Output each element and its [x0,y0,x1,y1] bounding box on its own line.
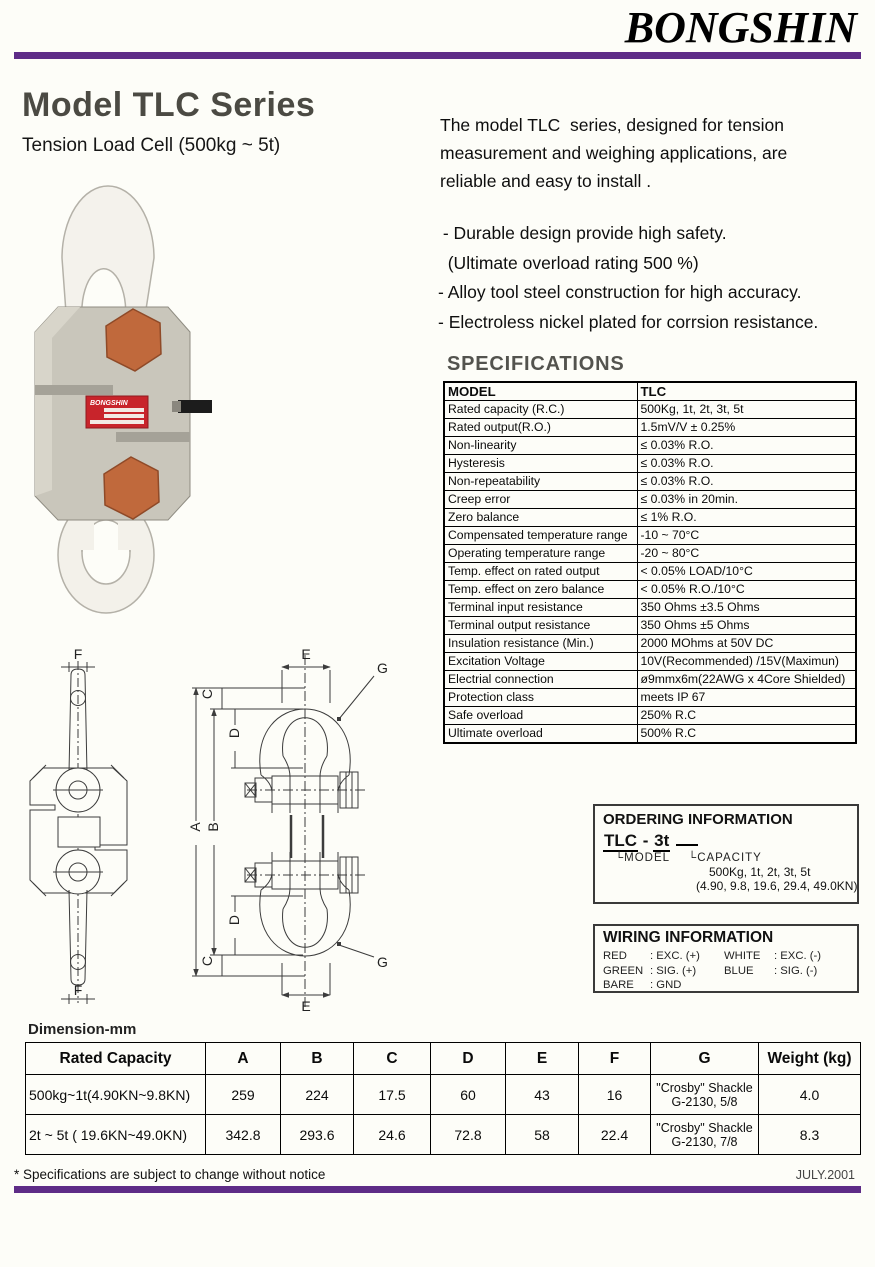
footer-date: JULY.2001 [795,1168,855,1182]
dim-shackle-line2: G-2130, 7/8 [671,1134,738,1149]
spec-value: < 0.05% LOAD/10°C [637,563,856,581]
ordering-code-capacity: 3t [654,831,670,850]
page-title: Model TLC Series [22,86,316,124]
wiring-information-box [593,924,859,993]
spec-row [444,527,856,545]
footer-note: * Specifications are subject to change without notice [14,1167,326,1182]
dim-e: 58 [506,1115,579,1155]
dim-shackle [651,1115,759,1155]
ordering-capacity-label: └CAPACITY [688,852,762,864]
side-view-drawing [30,646,127,1004]
dim-header: Rated Capacity [26,1043,206,1075]
spec-label: Operating temperature range [444,545,637,563]
spec-row [444,725,856,744]
dim-header: B [281,1043,354,1075]
spec-value: 350 Ohms ±5 Ohms [637,617,856,635]
spec-value: 2000 MOhms at 50V DC [637,635,856,653]
spec-label: Temp. effect on rated output [444,563,637,581]
spec-label: Terminal output resistance [444,617,637,635]
dim-a: 342.8 [206,1115,281,1155]
dim-label-f-bottom: F [73,982,83,998]
spec-value: ø9mmx6m(22AWG x 4Core Shielded) [637,671,856,689]
spec-label: Rated capacity (R.C.) [444,401,637,419]
ordering-capacity-values: 500Kg, 1t, 2t, 3t, 5t [709,865,811,879]
ordering-branches [603,852,849,864]
spec-row [444,599,856,617]
spec-label: Terminal input resistance [444,599,637,617]
spec-label: Non-linearity [444,437,637,455]
spec-row [444,635,856,653]
ordering-code [603,831,849,851]
dim-capacity: 500kg~1t(4.90KN~9.8KN) [26,1075,206,1115]
spec-row [444,382,856,401]
spec-label: Electrial connection [444,671,637,689]
spec-value: ≤ 0.03% R.O. [637,473,856,491]
spec-row [444,653,856,671]
ordering-code-model: TLC [604,831,638,850]
spec-row [444,545,856,563]
spec-row [444,491,856,509]
dim-label-g-top: G [377,660,388,676]
feature-item: (Ultimate overload rating 500 %) [438,252,699,273]
ordering-code-blank [676,831,698,846]
dim-label-e-top: E [301,646,311,662]
dim-shackle-line2: G-2130, 5/8 [671,1094,738,1109]
dim-label-f-top: F [73,646,83,662]
spec-value: -10 ~ 70°C [637,527,856,545]
wire-color: GREEN [603,964,644,977]
spec-label: Compensated temperature range [444,527,637,545]
spec-row [444,509,856,527]
dim-shackle-line1: "Crosby" Shackle [656,1080,753,1095]
dim-header: C [354,1043,431,1075]
intro-line: The model TLC series, designed for tension [440,115,785,135]
feature-item: - Electroless nickel plated for corrsion resistance. [438,311,819,332]
spec-value: < 0.05% R.O./10°C [637,581,856,599]
spec-value: 250% R.C [637,707,856,725]
dim-header: D [431,1043,506,1075]
dim-label-g-bottom: G [377,954,388,970]
spec-value: ≤ 0.03% R.O. [637,437,856,455]
dim-label-d-bottom: D [226,914,242,926]
ordering-information-box [593,804,859,904]
spec-label: Safe overload [444,707,637,725]
spec-label: Ultimate overload [444,725,637,744]
dim-label-a: A [187,822,203,832]
dim-shackle-line1: "Crosby" Shackle [656,1120,753,1135]
specifications-heading: SPECIFICATIONS [447,353,625,375]
wiring-heading: WIRING INFORMATION [603,929,774,946]
dim-label-d-top: D [226,727,242,739]
spec-label: Creep error [444,491,637,509]
spec-row [444,563,856,581]
dim-label-c-top: C [199,688,215,700]
spec-value: meets IP 67 [637,689,856,707]
dim-shackle [651,1075,759,1115]
wiring-table [603,949,849,993]
page-subtitle: Tension Load Cell (500kg ~ 5t) [22,135,281,156]
spec-label: Zero balance [444,509,637,527]
spec-value: 1.5mV/V ± 0.25% [637,419,856,437]
dim-row [26,1115,861,1155]
spec-value: ≤ 0.03% R.O. [637,455,856,473]
wire-function: : SIG. (+) [650,964,697,977]
spec-row [444,455,856,473]
dim-e: 43 [506,1075,579,1115]
spec-value: 500Kg, 1t, 2t, 3t, 5t [637,401,856,419]
spec-label: Excitation Voltage [444,653,637,671]
feature-list [438,219,872,337]
wire-color: RED [603,950,627,962]
dim-label-b: B [205,822,221,832]
spec-value: 350 Ohms ±3.5 Ohms [637,599,856,617]
dim-f: 16 [579,1075,651,1115]
cable [178,400,212,413]
dim-label-c-bottom: C [199,955,215,967]
dim-header: E [506,1043,579,1075]
feature-item: - Alloy tool steel construction for high accuracy. [438,282,802,302]
wire-function [774,978,849,993]
dimensions-heading: Dimension-mm [28,1021,137,1038]
bottom-divider [14,1186,861,1193]
spec-row [444,671,856,689]
wire-function: : EXC. (+) [650,950,700,962]
spec-label: Insulation resistance (Min.) [444,635,637,653]
spec-table [443,381,857,744]
dim-b: 224 [281,1075,354,1115]
spec-value: ≤ 0.03% in 20min. [637,491,856,509]
spec-label: Hysteresis [444,455,637,473]
ordering-model-label: └MODEL [615,852,671,864]
dim-a: 259 [206,1075,281,1115]
ordering-heading: ORDERING INFORMATION [603,811,793,828]
spec-value: 10V(Recommended) /15V(Maximun) [637,653,856,671]
spec-value: TLC [637,382,856,401]
spec-label: Protection class [444,689,637,707]
ordering-capacity-kn: (4.90, 9.8, 19.6, 29.4, 49.0KN) [696,879,858,893]
dim-header-row [26,1043,861,1075]
dimensions-table [25,1042,861,1155]
intro-paragraph [440,111,870,195]
spec-label: Rated output(R.O.) [444,419,637,437]
dim-header: F [579,1043,651,1075]
front-view-drawing [187,646,388,1014]
top-divider [14,52,861,59]
dim-header: Weight (kg) [759,1043,861,1075]
spec-row [444,617,856,635]
wire-function: : SIG. (-) [774,964,818,977]
ordering-code-dash: - [638,831,654,850]
wire-function: : EXC. (-) [774,950,822,962]
dim-label-e-bottom: E [301,998,311,1014]
feature-item: - Durable design provide high safety. [438,223,727,243]
spec-row [444,581,856,599]
spec-row [444,473,856,491]
wire-color [724,978,774,993]
dim-d: 60 [431,1075,506,1115]
dim-weight: 8.3 [759,1115,861,1155]
spec-row [444,401,856,419]
spec-label: Non-repeatability [444,473,637,491]
spec-value: ≤ 1% R.O. [637,509,856,527]
wire-color: BLUE [724,964,754,977]
brand-logo: BONGSHIN [624,3,857,52]
dim-capacity: 2t ~ 5t ( 19.6KN~49.0KN) [26,1115,206,1155]
spec-row [444,437,856,455]
dim-header: A [206,1043,281,1075]
spec-row [444,707,856,725]
product-photo [20,160,230,630]
dim-c: 24.6 [354,1115,431,1155]
dim-row [26,1075,861,1115]
spec-value: -20 ~ 80°C [637,545,856,563]
dim-c: 17.5 [354,1075,431,1115]
dim-b: 293.6 [281,1115,354,1155]
dim-f: 22.4 [579,1115,651,1155]
dim-weight: 4.0 [759,1075,861,1115]
spec-value: 500% R.C [637,725,856,744]
dimension-drawing [25,645,445,1017]
wire-color: BARE [603,979,634,991]
product-label-brand: BONGSHIN [90,400,128,407]
product-label [86,396,148,428]
dim-d: 72.8 [431,1115,506,1155]
wire-function: : GND [650,979,682,991]
spec-row [444,689,856,707]
spec-label: MODEL [444,382,637,401]
spec-label: Temp. effect on zero balance [444,581,637,599]
spec-row [444,419,856,437]
intro-line: reliable and easy to install . [440,171,652,191]
intro-line: measurement and weighing applications, are [440,143,788,163]
wire-color: WHITE [724,950,761,962]
dim-header: G [651,1043,759,1075]
